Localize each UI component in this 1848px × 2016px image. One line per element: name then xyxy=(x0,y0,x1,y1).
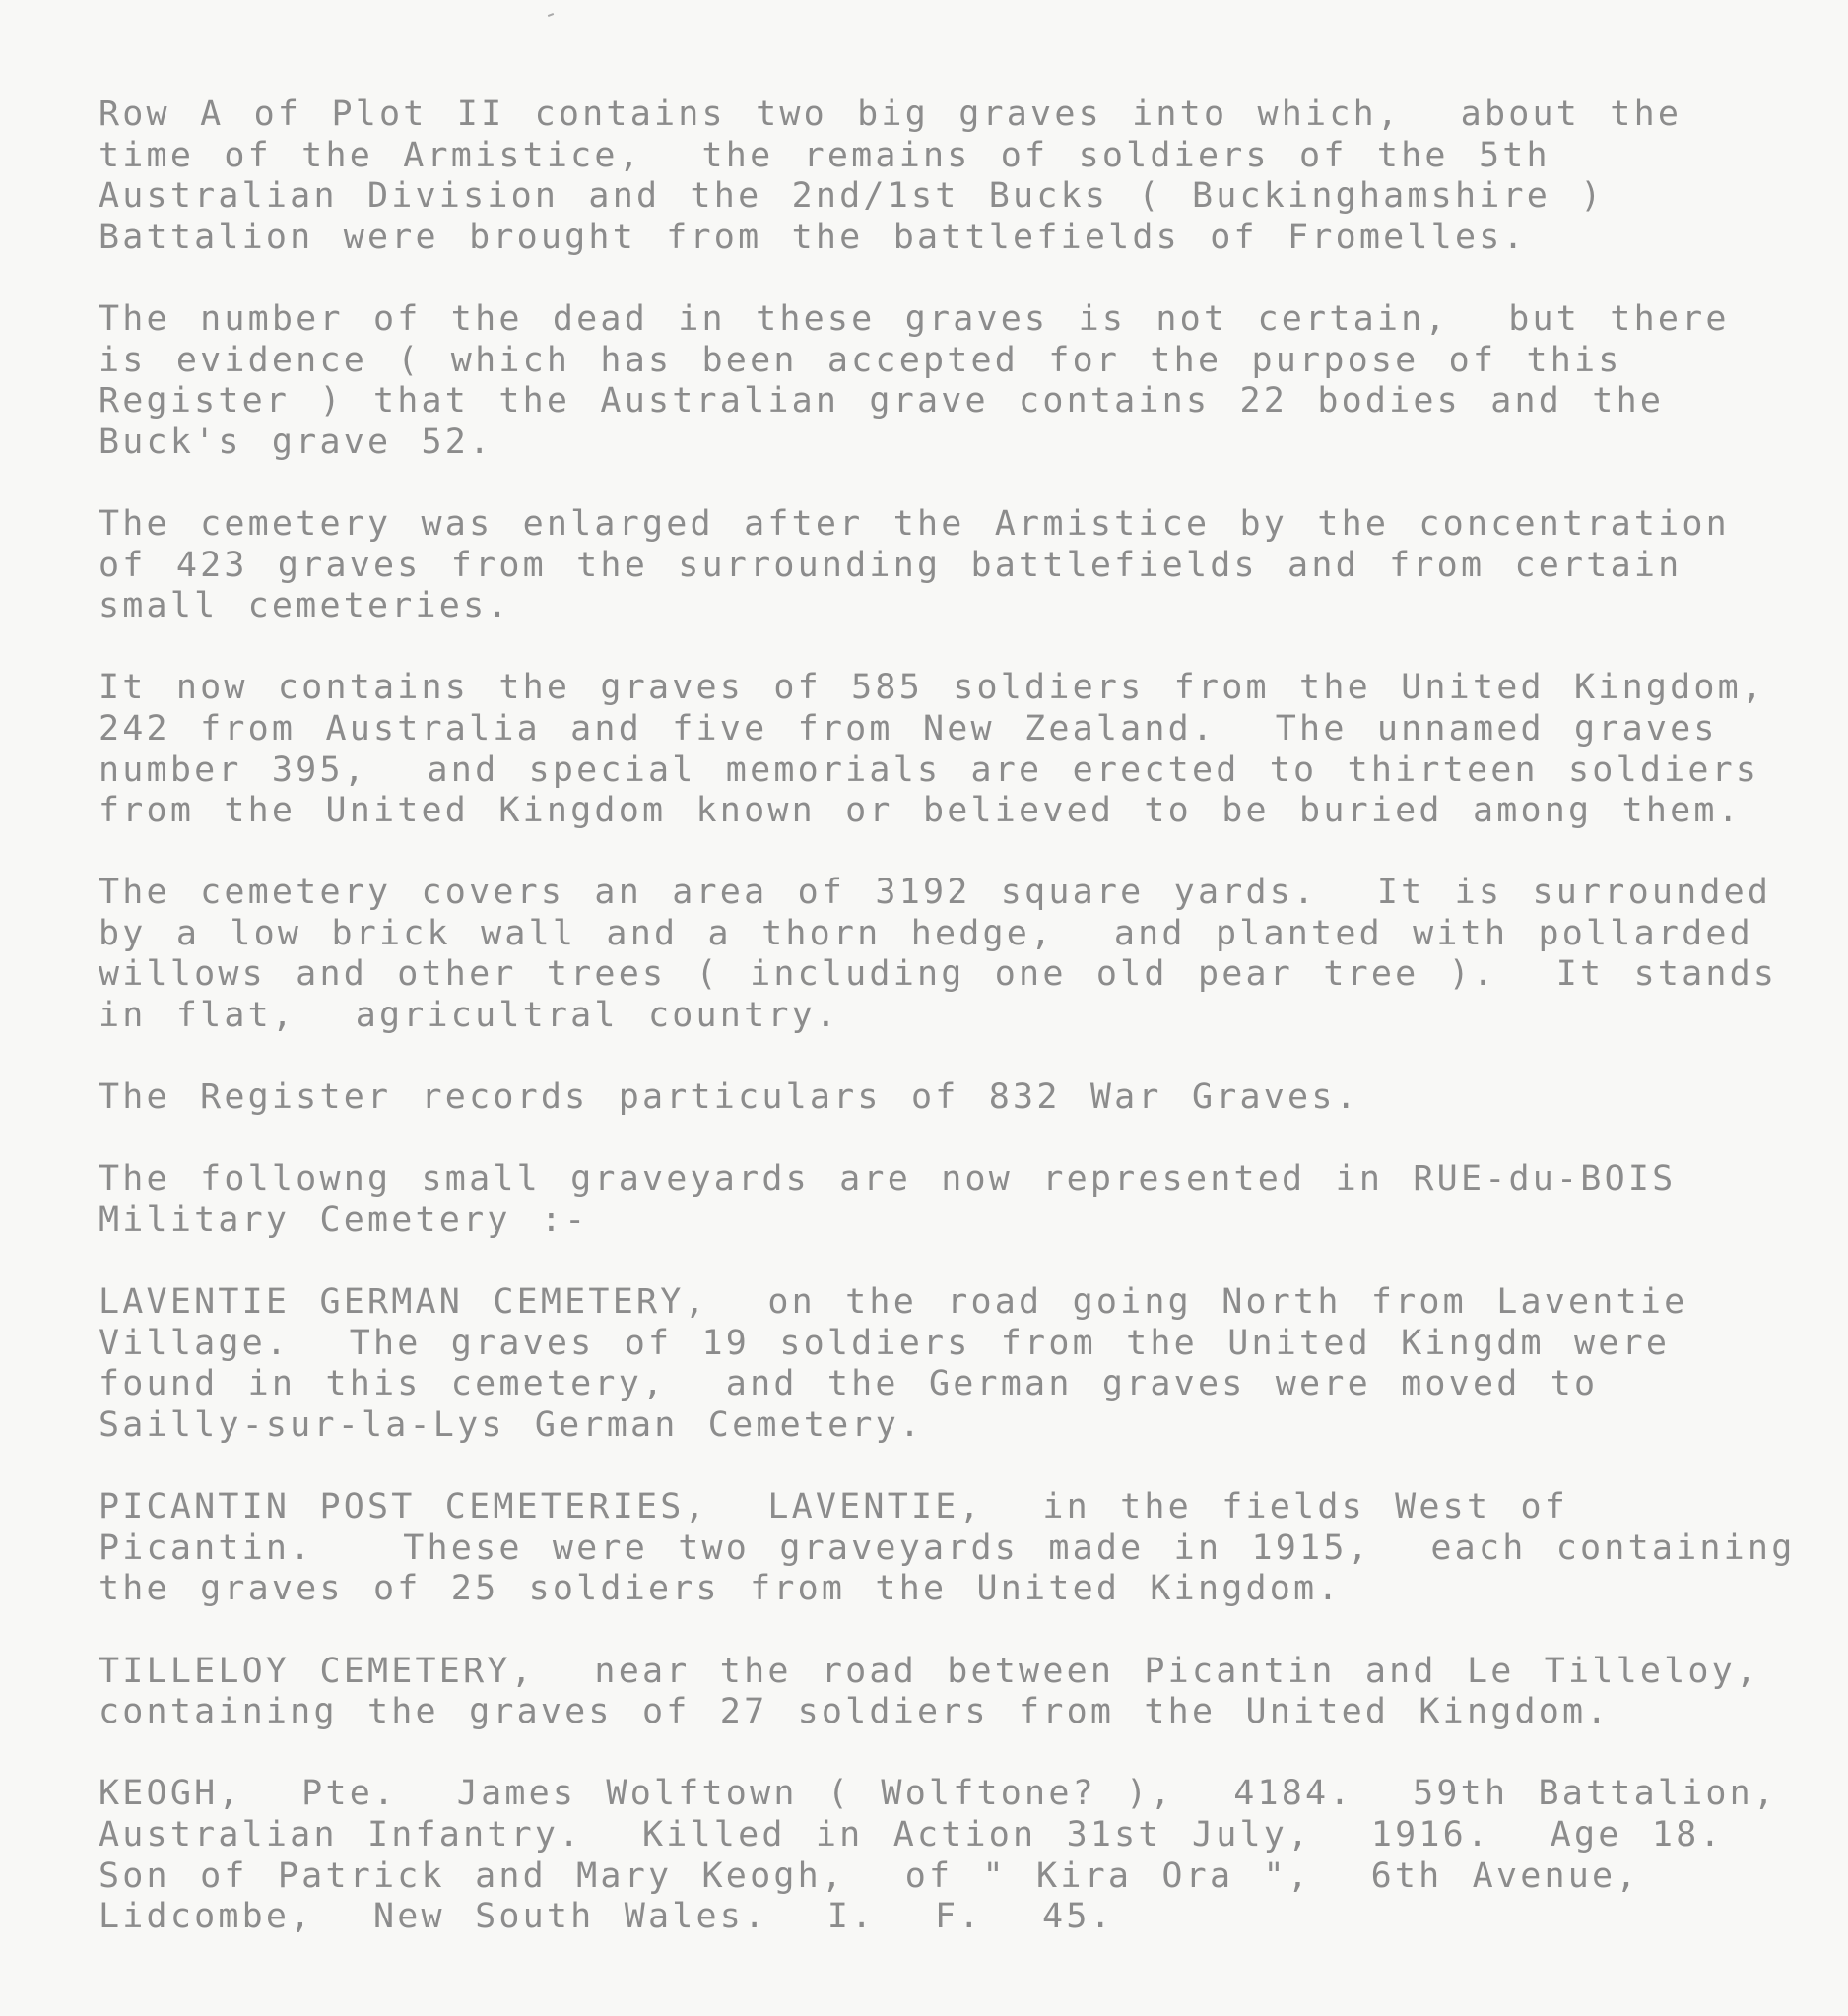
text-line: by a low brick wall and a thorn hedge, and planted with pollarded xyxy=(99,913,1753,953)
text-line: TILLELOY CEMETERY, near the road between Picantin and Le Tilleloy, xyxy=(99,1651,1760,1691)
paragraph-graveyards-intro xyxy=(99,1159,1793,1241)
text-line: in flat, agricultral country. xyxy=(99,996,840,1036)
text-line: Sailly-sur-la-Lys German Cemetery. xyxy=(99,1405,924,1445)
paper-speck xyxy=(548,13,554,17)
paragraph-register xyxy=(99,1077,1793,1119)
text-line: number 395, and special memorials are erected to thirteen soldiers xyxy=(99,749,1760,790)
paragraph-gap xyxy=(99,1037,1793,1078)
text-line: Military Cemetery :- xyxy=(99,1201,589,1241)
text-line: 242 from Australia and five from New Zealand. The unnamed graves xyxy=(99,708,1718,748)
text-line: The followng small graveyards are now represented in RUE-du-BOIS xyxy=(99,1159,1677,1200)
text-line: The cemetery was enlarged after the Armistice by the concentration xyxy=(99,503,1730,544)
paragraph-area xyxy=(99,873,1793,1036)
paragraph-gap xyxy=(99,258,1793,299)
text-line: Son of Patrick and Mary Keogh, of " Kira Ora ", 6th Avenue, xyxy=(99,1855,1640,1896)
text-line: The cemetery covers an area of 3192 square yards. It is surrounded xyxy=(99,873,1772,913)
text-line: Australian Division and the 2nd/1st Bucks ( Buckinghamshire ) xyxy=(99,176,1605,217)
paragraph-tilleloy xyxy=(99,1652,1793,1733)
text-line: Picantin. These were two graveyards made in 1915, each containing xyxy=(99,1528,1796,1568)
paragraph-keogh-entry xyxy=(99,1774,1793,1937)
paragraph-gap xyxy=(99,1610,1793,1652)
text-line: It now contains the graves of 585 soldiers from the United Kingdom, xyxy=(99,668,1766,708)
paragraph-gap xyxy=(99,1447,1793,1488)
paragraph-contains-graves xyxy=(99,668,1793,831)
document-body xyxy=(99,95,1796,1938)
text-line: Lidcombe, New South Wales. I. F. 45. xyxy=(99,1897,1114,1937)
paragraph-row-a xyxy=(99,95,1793,258)
text-line: Buck's grave 52. xyxy=(99,422,494,462)
text-line: time of the Armistice, the remains of soldiers of the 5th xyxy=(99,135,1551,175)
text-line: PICANTIN POST CEMETERIES, LAVENTIE, in the fields West of xyxy=(99,1487,1569,1528)
text-line: Register ) that the Australian grave contains 22 bodies and the xyxy=(99,381,1665,422)
text-line: willows and other trees ( including one old pear tree ). It stands xyxy=(99,954,1778,995)
paragraph-enlarged xyxy=(99,504,1793,627)
text-line: Battalion were brought from the battlefields of Fromelles. xyxy=(99,217,1527,257)
text-line: the graves of 25 soldiers from the United Kingdom. xyxy=(99,1569,1342,1609)
text-line: LAVENTIE GERMAN CEMETERY, on the road going North from Laventie xyxy=(99,1282,1688,1323)
text-line: Australian Infantry. Killed in Action 31st July, 1916. Age 18. xyxy=(99,1814,1724,1854)
paragraph-gap xyxy=(99,1119,1793,1160)
text-line: is evidence ( which has been accepted for the purpose of this xyxy=(99,340,1622,380)
text-line: The Register records particulars of 832 War Graves. xyxy=(99,1077,1359,1118)
paragraph-gap xyxy=(99,1242,1793,1283)
text-line: containing the graves of 27 soldiers from the United Kingdom. xyxy=(99,1692,1611,1732)
text-line: Village. The graves of 19 soldiers from the United Kingdm were xyxy=(99,1323,1671,1363)
text-line: from the United Kingdom known or believed to be buried among them. xyxy=(99,791,1742,831)
paragraph-gap xyxy=(99,627,1793,669)
paragraph-gap xyxy=(99,463,1793,504)
paragraph-gap xyxy=(99,832,1793,874)
text-line: The number of the dead in these graves is not certain, but there xyxy=(99,298,1730,339)
text-line: of 423 graves from the surrounding battlefields and from certain xyxy=(99,545,1683,585)
text-line: KEOGH, Pte. James Wolftown ( Wolftone? ), 4184. 59th Battalion, xyxy=(99,1774,1778,1814)
text-line: found in this cemetery, and the German graves were moved to xyxy=(99,1364,1599,1404)
text-line: Row A of Plot II contains two big graves into which, about the xyxy=(99,95,1683,134)
paragraph-picantin-post xyxy=(99,1487,1796,1610)
paragraph-gap xyxy=(99,1733,1793,1775)
paragraph-number-of-dead xyxy=(99,299,1793,463)
text-line: small cemeteries. xyxy=(99,586,511,626)
paragraph-laventie-german xyxy=(99,1282,1793,1446)
